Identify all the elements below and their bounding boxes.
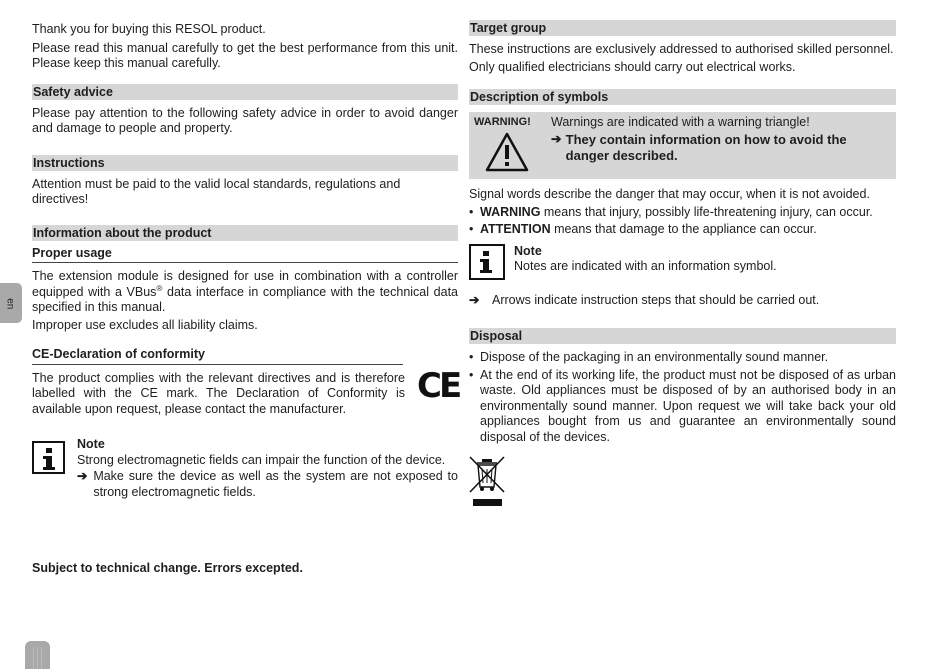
warning-text: Warnings are indicated with a warning triangle! (551, 115, 810, 129)
info-icon (469, 244, 505, 280)
signal-attention-item (469, 222, 896, 238)
signal-warning-word: WARNING (480, 204, 541, 219)
warning-step (551, 132, 889, 163)
arrow-right-icon: ➔ (551, 132, 562, 146)
warning-box (469, 112, 896, 179)
ce-text: The product complies with the relevant directives and is therefore labelled with the CE mark. The Declaration of Conformity is available upon request, please contact the manufacturer. (32, 370, 405, 416)
signal-attention-line (480, 222, 817, 238)
disposal-item-1 (469, 350, 896, 366)
ce-mark-text: CE (417, 366, 460, 406)
info-icon (32, 441, 65, 474)
signal-attention-word: ATTENTION (480, 222, 551, 236)
note-title: Note (77, 437, 105, 451)
signal-warning-item (469, 205, 896, 221)
intro-thanks: Thank you for buying this RESOL product. (32, 22, 266, 36)
usage-text (32, 269, 458, 316)
intro-read: Please read this manual carefully to get the best performance from this unit. Please keep this manual carefully. (32, 40, 458, 70)
arrow-right-icon: ➔ (77, 469, 88, 483)
arrow-right-icon: ➔ (469, 292, 480, 307)
proper-usage-heading: Proper usage (32, 246, 458, 264)
signal-warning-desc: means that injury, possibly life-threatening injury, can occur. (540, 204, 873, 219)
warning-label: WARNING! (474, 116, 531, 128)
usage-text-b: data interface in compliance with the technical data specified in this manual. (32, 284, 458, 314)
page-edge-tab (25, 641, 50, 669)
symbol-note-body (514, 244, 777, 280)
ce-heading: CE-Declaration of conformity (32, 347, 403, 365)
language-tab-label: en (4, 298, 16, 310)
disposal-item-2-text: At the end of its working life, the product must not be disposed of as urban waste. Old appliances must be disposed of by an authorised body in an environmentally sound manner. Upon request we will take back your old appliances bought from us and guarantee an environmentally sound disposal of the devices. (480, 367, 896, 444)
symbols-heading: Description of symbols (469, 89, 896, 105)
signal-words-text: Signal words describe the danger that may occur, when it is not avoided. (469, 187, 870, 201)
disposal-heading: Disposal (469, 328, 896, 344)
safety-heading: Safety advice (32, 84, 458, 100)
note-step-text: Make sure the device as well as the system are not exposed to strong electromagnetic fields. (93, 469, 458, 499)
bullet: • (469, 350, 474, 364)
product-info-heading: Information about the product (32, 225, 458, 241)
arrow-explanation (469, 293, 896, 309)
signal-warning-line (480, 205, 873, 221)
target-heading: Target group (469, 20, 896, 36)
symbol-note-text: Notes are indicated with an information symbol. (514, 259, 777, 273)
right-column (469, 20, 896, 508)
bullet: • (469, 222, 474, 236)
warning-triangle-icon (485, 132, 529, 172)
safety-text: Please pay attention to the following safety advice in order to avoid danger and damage to people and property. (32, 105, 458, 135)
disposal-item-1-text: Dispose of the packaging in an environmentally sound manner. (480, 350, 829, 364)
usage-liability: Improper use excludes all liability claims. (32, 317, 258, 332)
target-text-1: These instructions are exclusively addressed to authorised skilled personnel. (469, 42, 894, 56)
instructions-text: Attention must be paid to the valid local standards, regulations and directives! (32, 176, 401, 206)
footer-note: Subject to technical change. Errors excepted. (32, 561, 303, 575)
note-text: Strong electromagnetic fields can impair the function of the device. (77, 452, 446, 467)
ce-mark-icon (417, 366, 460, 406)
signal-attention-desc: means that damage to the appliance can occur. (550, 222, 817, 236)
left-column (32, 22, 460, 575)
instructions-heading: Instructions (32, 155, 458, 171)
note-step (77, 469, 458, 500)
weee-bin-icon (469, 454, 507, 508)
usage-text-a: The extension module is designed for use in combination with a controller equipped with a VBus (32, 269, 458, 299)
disposal-item-2 (469, 368, 896, 446)
bullet: • (469, 367, 474, 382)
bullet: • (469, 204, 474, 219)
ce-section (32, 347, 458, 417)
symbol-note-block (469, 244, 896, 280)
symbol-note-title: Note (514, 243, 542, 258)
arrow-explanation-text: Arrows indicate instruction steps that should be carried out. (492, 292, 820, 307)
registered-mark: ® (156, 283, 163, 293)
warning-step-text: They contain information on how to avoid the danger described. (565, 132, 847, 163)
note-body (77, 437, 458, 500)
target-text-2: Only qualified electricians should carry out electrical works. (469, 59, 796, 74)
note-block (32, 437, 458, 500)
language-tab[interactable] (0, 283, 22, 323)
